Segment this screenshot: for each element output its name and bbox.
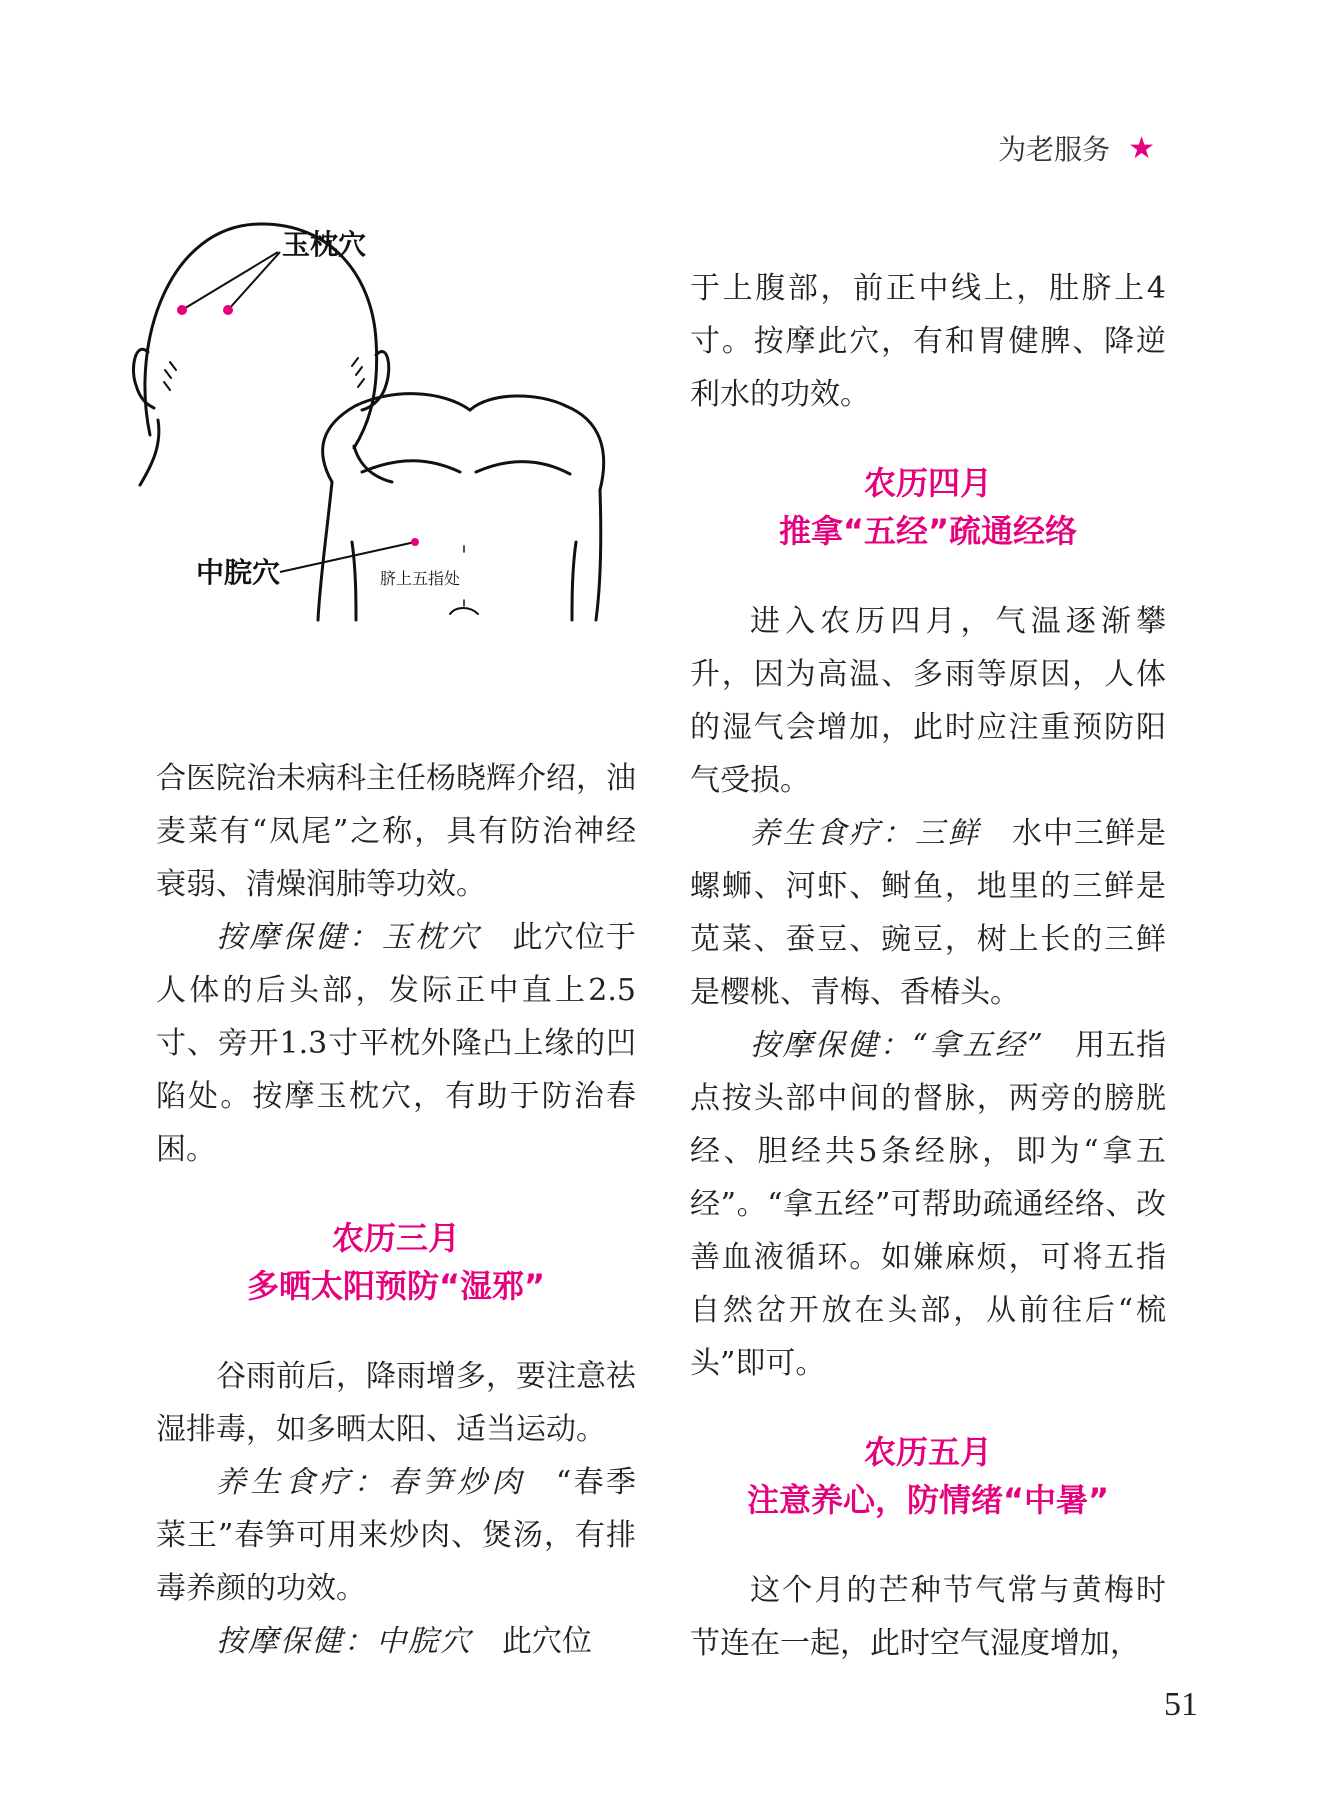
paragraph xyxy=(156,1615,636,1668)
right-column xyxy=(690,262,1166,1670)
label-yuzhen: 玉枕穴 xyxy=(282,228,367,261)
star-icon: ★ xyxy=(1128,130,1155,166)
paragraph-text: 水中三鲜是螺蛳、河虾、鲥鱼，地里的三鲜是苋菜、蚕豆、豌豆，树上长的三鲜是樱桃、青梅、香椿头。 xyxy=(690,816,1166,1010)
page-number: 51 xyxy=(1164,1686,1198,1723)
paragraph xyxy=(156,911,636,1176)
paragraph-label: 养生食疗：三鲜 xyxy=(750,816,981,851)
section-title: 农历五月 xyxy=(863,1433,992,1471)
paragraph-label: 按摩保健：玉枕穴 xyxy=(216,920,482,955)
paragraph: 这个月的芒种节气常与黄梅时节连在一起，此时空气湿度增加， xyxy=(690,1573,1166,1661)
paragraph-label: 按摩保健：中脘穴 xyxy=(216,1624,472,1659)
paragraph xyxy=(690,807,1166,1019)
acupoint-illustration xyxy=(130,220,650,720)
paragraph-text: 用五指点按头部中间的督脉，两旁的膀胱经、胆经共5条经脉，即为“拿五经”。“拿五经”可帮助疏通经络、改善血液循环。如嫌麻烦，可将五指自然岔开放在头部，从前往后“梳头”即可。 xyxy=(690,1028,1166,1381)
paragraph-text: “春季菜王”春笋可用来炒肉、煲汤，有排毒养颜的功效。 xyxy=(156,1465,636,1606)
section-title: 农历三月 xyxy=(331,1219,460,1257)
section-subtitle: 推拿“五经”疏通经络 xyxy=(778,512,1078,550)
paragraph-label: 按摩保健：“拿五经” xyxy=(750,1028,1045,1063)
running-header xyxy=(998,128,1155,168)
section-title: 农历四月 xyxy=(863,464,992,502)
head-drawing xyxy=(133,224,392,485)
section-subtitle: 多晒太阳预防“湿邪” xyxy=(246,1267,546,1305)
paragraph-text: 此穴位 xyxy=(502,1624,592,1659)
paragraph: 于上腹部，前正中线上，肚脐上4寸。按摩此穴，有和胃健脾、降逆利水的功效。 xyxy=(690,271,1166,412)
paragraph xyxy=(156,1456,636,1615)
section-title: 为老服务 xyxy=(998,133,1111,166)
left-column xyxy=(156,752,636,1668)
yuzhen-point-right xyxy=(223,305,233,315)
paragraph: 进入农历四月，气温逐渐攀升，因为高温、多雨等原因，人体的湿气会增加，此时应注重预防阳气受损。 xyxy=(690,604,1166,798)
zhongwan-point xyxy=(411,538,419,546)
paragraph: 合医院治未病科主任杨晓辉介绍，油麦菜有“凤尾”之称，具有防治神经衰弱、清燥润肺等功效。 xyxy=(156,761,636,902)
paragraph-label: 养生食疗：春笋炒肉 xyxy=(216,1465,526,1500)
leader-lines xyxy=(182,252,415,572)
paragraph-text: 此穴位于人体的后头部，发际正中直上2.5寸、旁开1.3寸平枕外隆凸上缘的凹陷处。按摩玉枕穴，有助于防治春困。 xyxy=(156,920,637,1167)
section-heading xyxy=(690,1428,1166,1524)
yuzhen-point-left xyxy=(177,305,187,315)
section-heading xyxy=(156,1214,636,1310)
label-navel-five-fingers: 脐上五指处 xyxy=(380,569,461,588)
section-subtitle: 注意养心，防情绪“中暑” xyxy=(746,1481,1110,1519)
paragraph: 谷雨前后，降雨增多，要注意祛湿排毒，如多晒太阳、适当运动。 xyxy=(156,1359,636,1447)
label-zhongwan: 中脘穴 xyxy=(196,556,281,589)
torso-drawing xyxy=(318,394,604,620)
section-heading xyxy=(690,459,1166,555)
paragraph xyxy=(690,1019,1166,1390)
